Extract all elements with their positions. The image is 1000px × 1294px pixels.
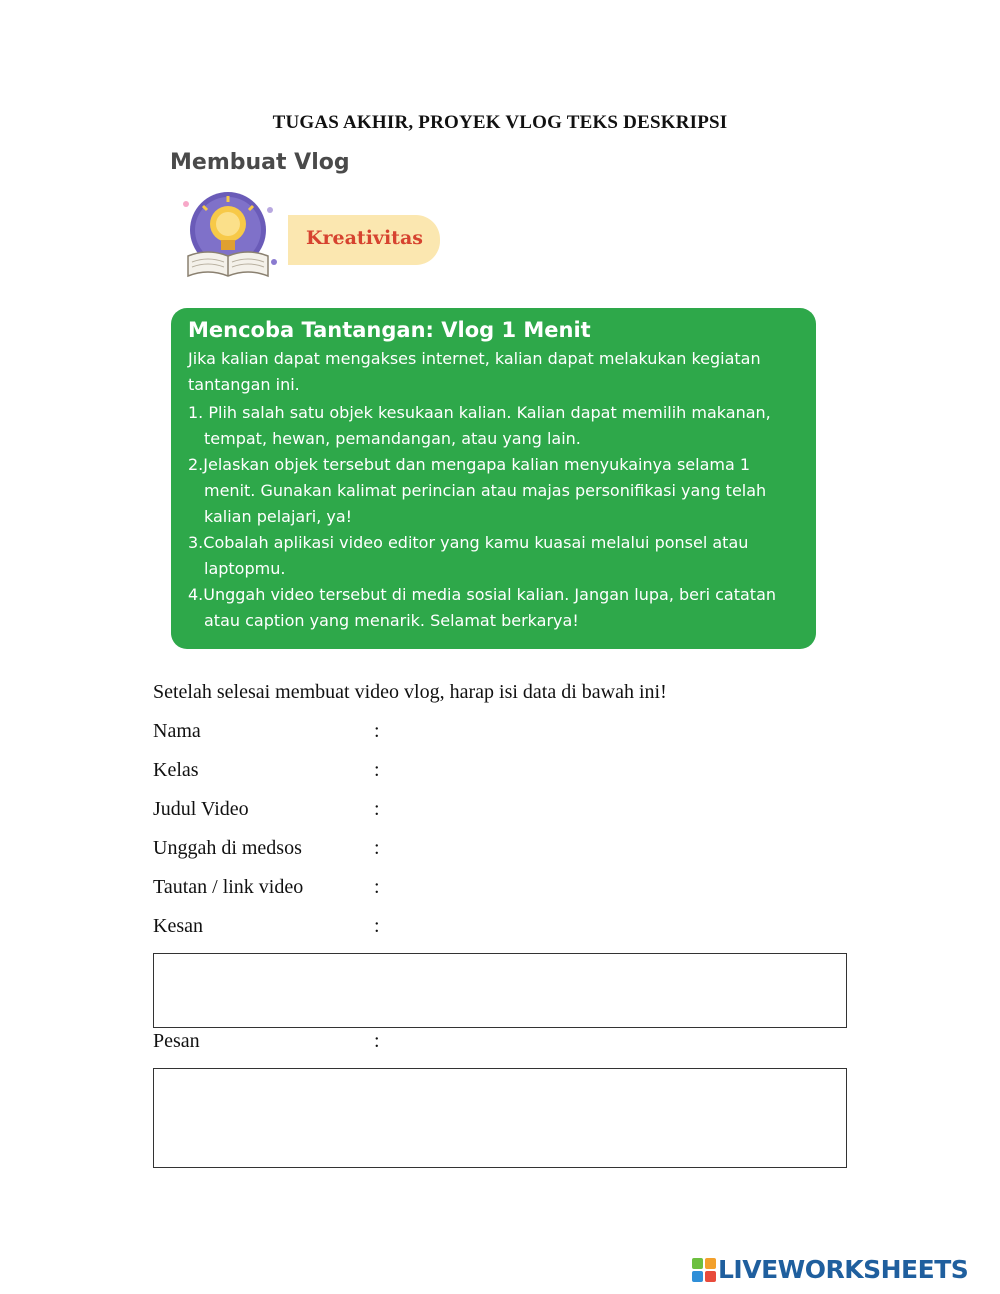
logo-text: LIVEWORKSHEETS	[718, 1255, 969, 1284]
field-label: Tautan / link video	[153, 876, 304, 898]
field-label: Pesan	[153, 1030, 200, 1052]
challenge-step: 2.Jelaskan objek tersebut dan mengapa kalian menyukainya selama 1 menit. Gunakan kalimat perincian atau majas personifikasi yang telah kalian pelajari, ya!	[188, 455, 767, 526]
section-heading: Membuat Vlog	[170, 150, 350, 175]
field-tautan-link[interactable]	[153, 876, 853, 902]
kreativitas-label: Kreativitas	[306, 227, 423, 249]
field-pesan	[153, 1030, 853, 1056]
field-label: Kelas	[153, 759, 199, 781]
challenge-step: 3.Cobalah aplikasi video editor yang kamu kuasai melalui ponsel atau laptopmu.	[188, 533, 749, 578]
field-colon: :	[374, 837, 380, 859]
field-colon: :	[374, 720, 380, 742]
field-label: Kesan	[153, 915, 203, 937]
field-colon: :	[374, 915, 380, 937]
field-unggah-medsos[interactable]	[153, 837, 853, 863]
challenge-step: 4.Unggah video tersebut di media sosial kalian. Jangan lupa, beri catatan atau caption yang menarik. Selamat berkarya!	[188, 585, 777, 630]
field-judul-video[interactable]	[153, 798, 853, 824]
challenge-title: Mencoba Tantangan: Vlog 1 Menit	[188, 318, 591, 342]
field-kelas[interactable]	[153, 759, 853, 785]
field-colon: :	[374, 759, 380, 781]
kreativitas-badge	[288, 215, 440, 265]
lightbulb-book-icon	[178, 190, 278, 286]
challenge-step: 1. Plih salah satu objek kesukaan kalian. Kalian dapat memilih makanan, tempat, hewan, pemandangan, atau yang lain.	[188, 403, 771, 448]
page-title: TUGAS AKHIR, PROYEK VLOG TEKS DESKRIPSI	[272, 112, 728, 133]
field-label: Unggah di medsos	[153, 837, 302, 859]
kesan-answer-box[interactable]	[153, 953, 847, 1028]
challenge-intro: Jika kalian dapat mengakses internet, kalian dapat melakukan kegiatan tantangan ini.	[188, 349, 761, 394]
challenge-box	[171, 308, 816, 649]
field-label: Judul Video	[153, 798, 249, 820]
field-kesan	[153, 915, 853, 941]
field-colon: :	[374, 798, 380, 820]
form-instruction: Setelah selesai membuat video vlog, harap isi data di bawah ini!	[153, 681, 667, 703]
field-label: Nama	[153, 720, 201, 742]
pesan-answer-box[interactable]	[153, 1068, 847, 1168]
field-nama[interactable]	[153, 720, 853, 746]
liveworksheets-mark-icon	[692, 1258, 716, 1282]
challenge-steps	[188, 400, 800, 634]
field-colon: :	[374, 876, 380, 898]
field-colon: :	[374, 1030, 380, 1052]
